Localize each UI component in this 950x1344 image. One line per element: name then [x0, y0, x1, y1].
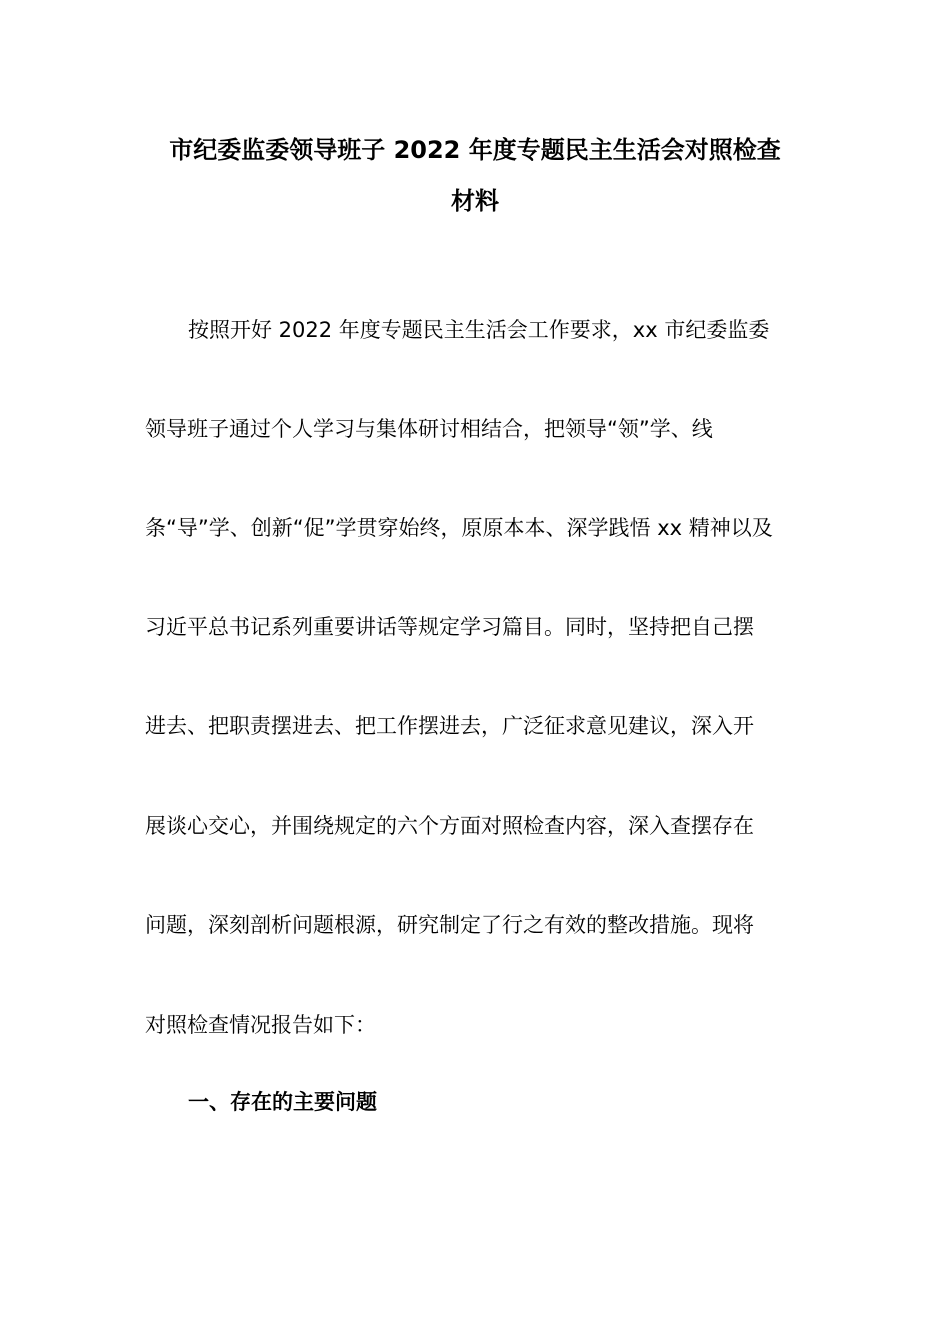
paragraph-line-5: 进去、把职责摆进去、把工作摆进去，广泛征求意见建议，深入开 [145, 714, 754, 738]
paragraph-line-4: 习近平总书记系列重要讲话等规定学习篇目。同时，坚持把自己摆 [145, 615, 754, 639]
paragraph-line-1: 按照开好 2022 年度专题民主生活会工作要求，xx 市纪委监委 [188, 318, 770, 342]
paragraph-line-2: 领导班子通过个人学习与集体研讨相结合，把领导“领”学、线 [145, 417, 713, 441]
paragraph-line-7: 问题，深刻剖析问题根源，研究制定了行之有效的整改措施。现将 [145, 913, 754, 937]
section-heading: 一、存在的主要问题 [188, 1090, 377, 1114]
paragraph-line-8: 对照检查情况报告如下： [145, 1013, 376, 1037]
paragraph-line-3: 条“导”学、创新“促”学贯穿始终，原原本本、深学践悟 xx 精神以及 [145, 516, 773, 540]
paragraph-line-6: 展谈心交心，并围绕规定的六个方面对照检查内容，深入查摆存在 [145, 814, 754, 838]
document-title-line-2: 材料 [451, 187, 499, 215]
document-title-line-1: 市纪委监委领导班子 2022 年度专题民主生活会对照检查 [169, 136, 781, 164]
